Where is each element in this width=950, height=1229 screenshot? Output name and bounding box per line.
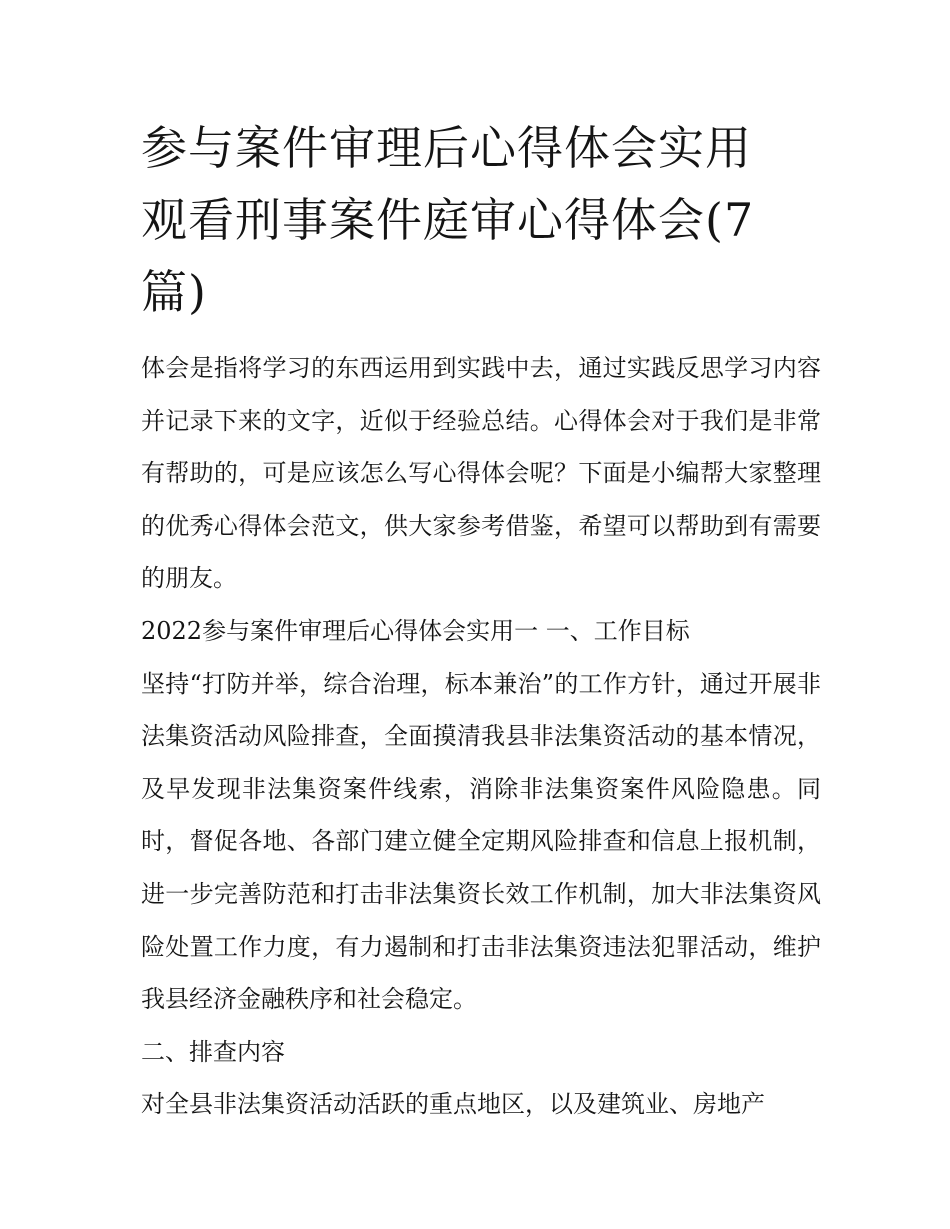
title-line-3: 篇) (141, 265, 207, 319)
title-line-2: 观看刑事案件庭审心得体会(7 (141, 193, 755, 247)
intro-paragraph: 体会是指将学习的东西运用到实践中去，通过实践反思学习内容并记录下来的文字，近似于经验总结。心得体会对于我们是非常有帮助的，可是应该怎么写心得体会呢？下面是小编帮大家整理的优秀心得体会范文，供大家参考借鉴，希望可以帮助到有需要的朋友。 (141, 354, 821, 593)
title-line-1: 参与案件审理后心得体会实用 (141, 121, 752, 175)
section-2-paragraph: 对全县非法集资活动活跃的重点地区，以及建筑业、房地产 (141, 1090, 765, 1119)
section-2-heading: 二、排查内容 (141, 1037, 285, 1066)
document-title (141, 112, 821, 328)
document-page (141, 112, 821, 1131)
document-body (141, 342, 821, 1131)
section-1-paragraph: 坚持“打防并举，综合治理，标本兼治”的工作方针，通过开展非法集资活动风险排查，全面摸清我县非法集资活动的基本情况，及早发现非法集资案件线索，消除非法集资案件风险隐患。同时，督促各地、各部门建立健全定期风险排查和信息上报机制，进一步完善防范和打击非法集资长效工作机制，加大非法集资风险处置工作力度，有力遏制和打击非法集资违法犯罪活动，维护我县经济金融秩序和社会稳定。 (141, 669, 821, 1014)
section-1-heading: 2022参与案件审理后心得体会实用一 一、工作目标 (141, 616, 690, 645)
